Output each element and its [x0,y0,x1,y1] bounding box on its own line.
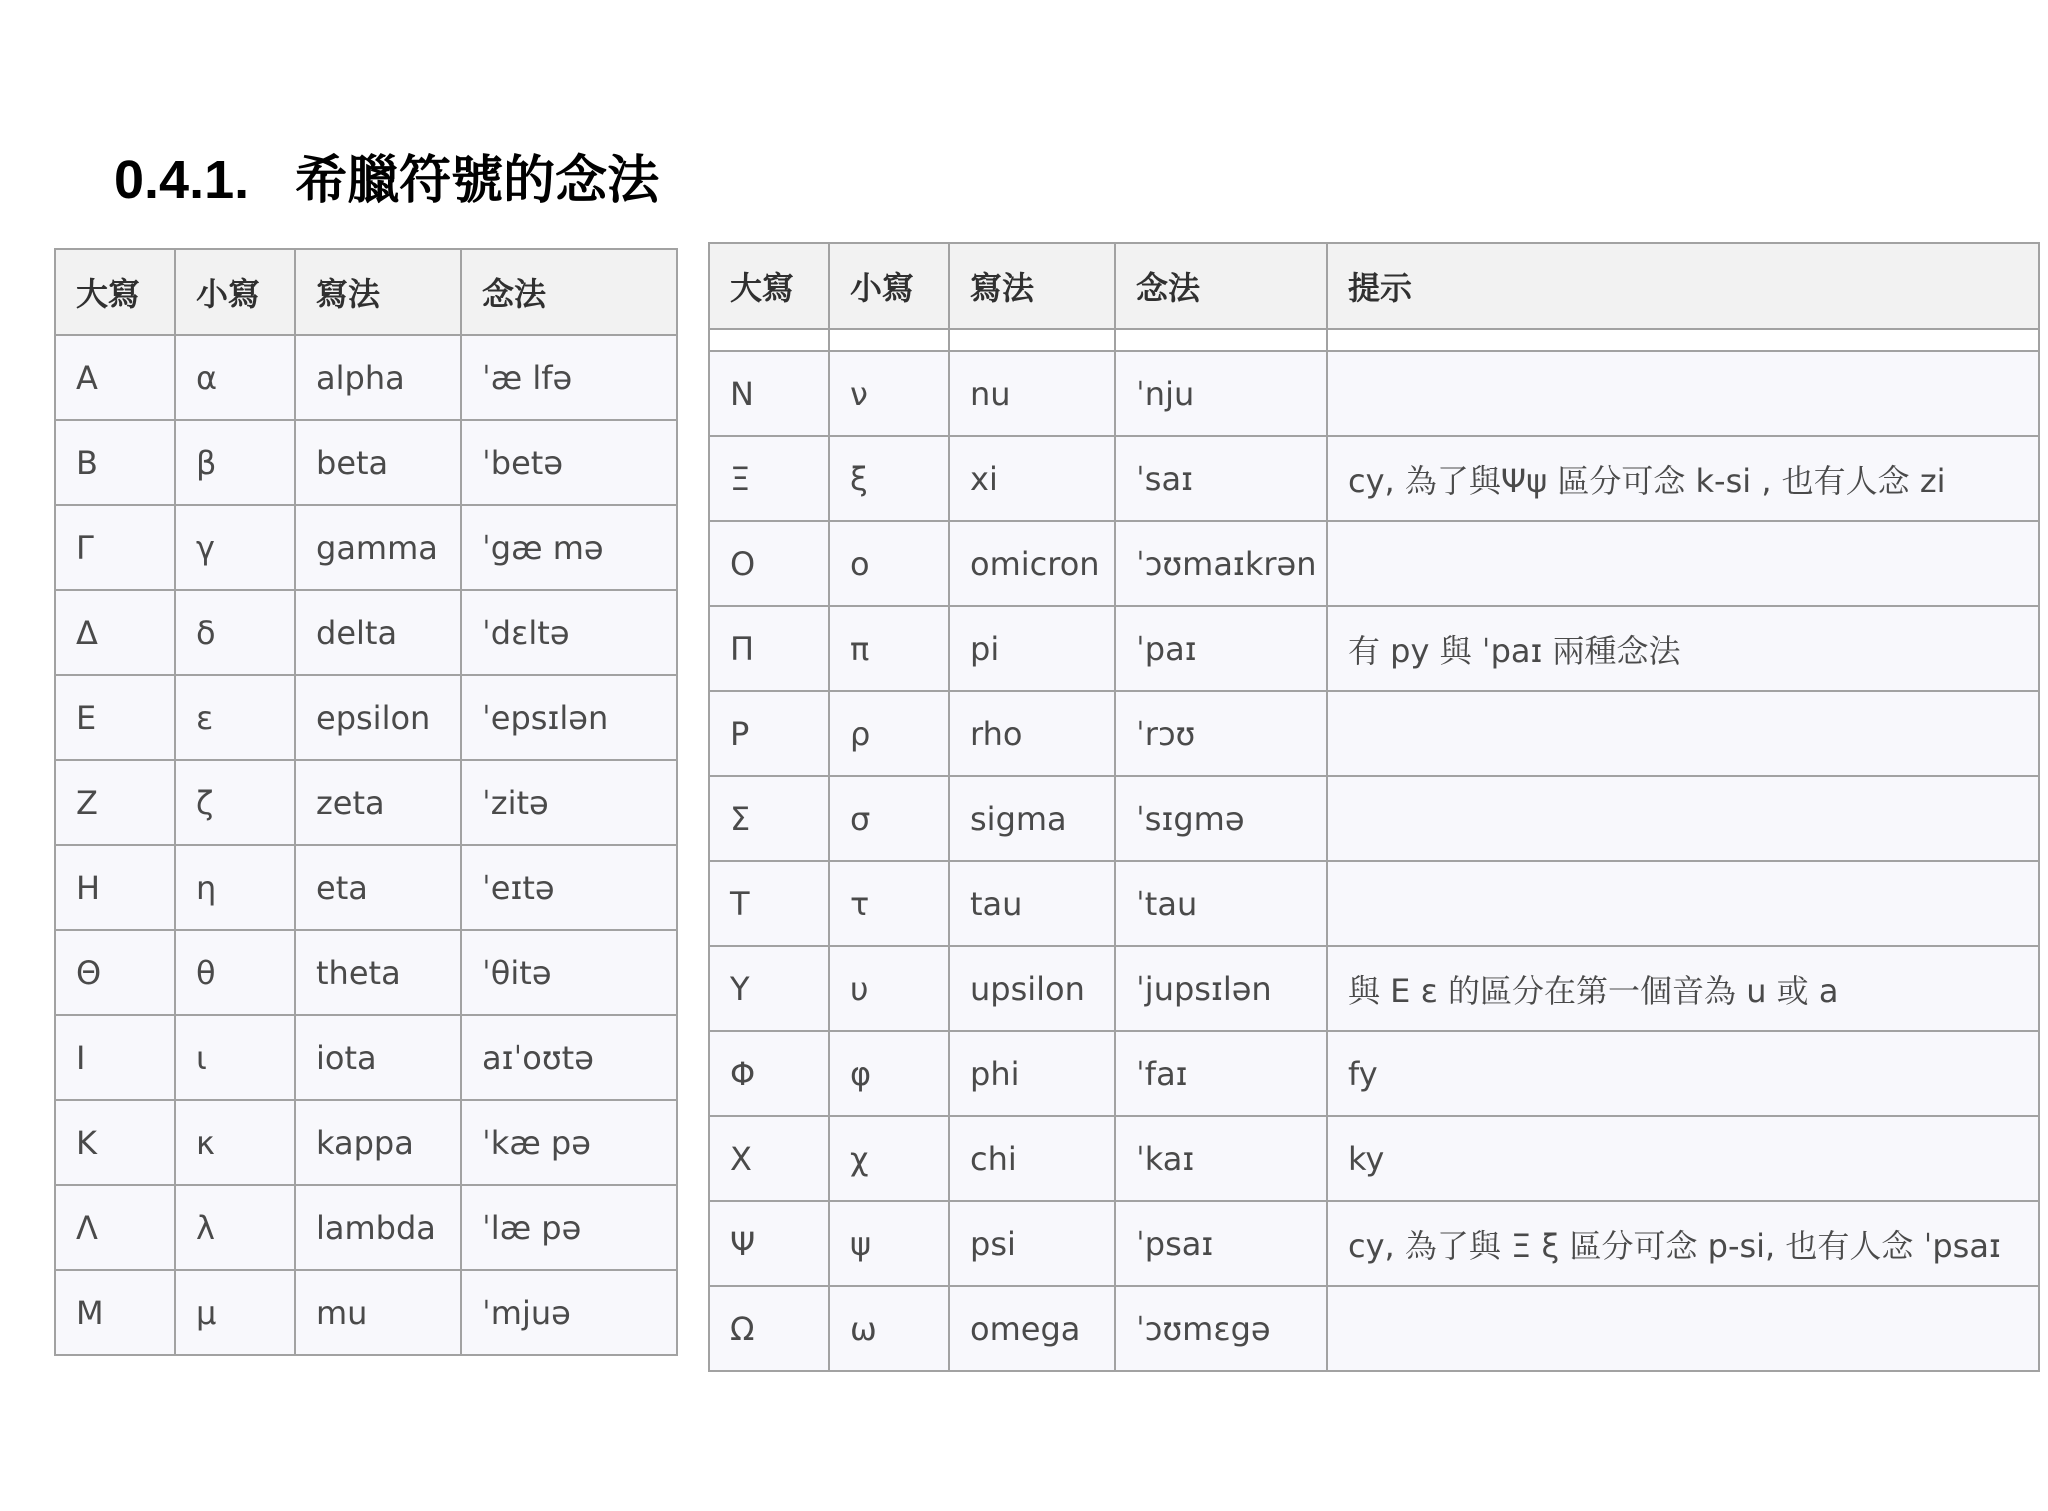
cell-uppercase: Ξ [709,436,829,521]
cell-pronunciation: ˈrɔʊ [1115,691,1327,776]
cell-lowercase: λ [175,1185,295,1270]
right-table-body [709,329,2039,1371]
table-row [709,521,2039,606]
table-row [709,691,2039,776]
cell-lowercase: μ [175,1270,295,1355]
cell-lowercase: υ [829,946,949,1031]
cell-uppercase: Π [709,606,829,691]
table-row [55,335,677,420]
cell-pronunciation: ˈjupsɪlən [1115,946,1327,1031]
cell-uppercase: Ν [709,351,829,436]
cell-uppercase: Ι [55,1015,175,1100]
cell-hint [1327,776,2039,861]
cell-pronunciation: aɪˈoʊtə [461,1015,677,1100]
cell-uppercase: Α [55,335,175,420]
cell-spelling: upsilon [949,946,1115,1031]
cell-uppercase: Β [55,420,175,505]
cell-spelling: nu [949,351,1115,436]
cell-lowercase: χ [829,1116,949,1201]
page-title [114,140,659,220]
cell-lowercase: σ [829,776,949,861]
cell-hint: fy [1327,1031,2039,1116]
cell-uppercase: Τ [709,861,829,946]
cell-lowercase: ξ [829,436,949,521]
greek-table-left [54,248,678,1356]
header-lowercase: 小寫 [175,249,295,335]
table-spacer-row [709,329,2039,351]
cell-pronunciation: ˈtau [1115,861,1327,946]
cell-hint [1327,1286,2039,1371]
cell-spelling: omega [949,1286,1115,1371]
table-header-row [55,249,677,335]
table-row [709,776,2039,861]
cell-uppercase: Φ [709,1031,829,1116]
cell-pronunciation: ˈzitə [461,760,677,845]
cell-hint [1327,691,2039,776]
cell-spelling: epsilon [295,675,461,760]
table-row [55,420,677,505]
cell-spelling: delta [295,590,461,675]
cell-lowercase: α [175,335,295,420]
cell-uppercase: Ψ [709,1201,829,1286]
cell-pronunciation: ˈɔʊmɛgə [1115,1286,1327,1371]
header-hint: 提示 [1327,243,2039,329]
cell-pronunciation: ˈθitə [461,930,677,1015]
cell-spelling: rho [949,691,1115,776]
cell-pronunciation: ˈɔʊmaɪkrən [1115,521,1327,606]
cell-uppercase: Ζ [55,760,175,845]
cell-lowercase: ρ [829,691,949,776]
table-row [709,351,2039,436]
cell-lowercase: φ [829,1031,949,1116]
cell-uppercase: Γ [55,505,175,590]
cell-uppercase: Μ [55,1270,175,1355]
cell-lowercase: ν [829,351,949,436]
cell-spelling: omicron [949,521,1115,606]
cell-spelling: theta [295,930,461,1015]
cell-lowercase: ε [175,675,295,760]
header-pronunciation: 念法 [461,249,677,335]
cell-spelling: gamma [295,505,461,590]
table-row [55,1185,677,1270]
table-row [709,946,2039,1031]
table-row [55,1270,677,1355]
cell-spelling: mu [295,1270,461,1355]
table-header-row [709,243,2039,329]
cell-pronunciation: ˈgæ mə [461,505,677,590]
cell-spelling: pi [949,606,1115,691]
cell-lowercase: γ [175,505,295,590]
cell-lowercase: κ [175,1100,295,1185]
cell-spelling: eta [295,845,461,930]
cell-hint: cy, 為了與 Ξ ξ 區分可念 p-si, 也有人念 ˈpsaɪ [1327,1201,2039,1286]
table-row [709,1201,2039,1286]
cell-spelling: beta [295,420,461,505]
cell-hint: 有 py 與 ˈpaɪ 兩種念法 [1327,606,2039,691]
cell-pronunciation: ˈpsaɪ [1115,1201,1327,1286]
table-row [55,1015,677,1100]
cell-spelling: psi [949,1201,1115,1286]
cell-uppercase: Δ [55,590,175,675]
header-uppercase: 大寫 [709,243,829,329]
cell-uppercase: Ο [709,521,829,606]
header-pronunciation: 念法 [1115,243,1327,329]
cell-lowercase: ψ [829,1201,949,1286]
header-lowercase: 小寫 [829,243,949,329]
section-number: 0.4.1. [114,150,250,210]
cell-lowercase: τ [829,861,949,946]
cell-hint: cy, 為了與Ψψ 區分可念 k-si , 也有人念 zi [1327,436,2039,521]
cell-lowercase: ζ [175,760,295,845]
cell-pronunciation: ˈeɪtə [461,845,677,930]
cell-uppercase: Υ [709,946,829,1031]
table-row [55,845,677,930]
cell-lowercase: η [175,845,295,930]
cell-pronunciation: ˈsaɪ [1115,436,1327,521]
header-spelling: 寫法 [949,243,1115,329]
cell-spelling: alpha [295,335,461,420]
cell-pronunciation: ˈpaɪ [1115,606,1327,691]
cell-spelling: lambda [295,1185,461,1270]
table-row [709,436,2039,521]
cell-uppercase: Η [55,845,175,930]
table-row [55,505,677,590]
cell-lowercase: β [175,420,295,505]
header-uppercase: 大寫 [55,249,175,335]
cell-lowercase: ο [829,521,949,606]
table-row [709,1031,2039,1116]
cell-spelling: xi [949,436,1115,521]
cell-lowercase: ω [829,1286,949,1371]
cell-uppercase: Ω [709,1286,829,1371]
cell-uppercase: Θ [55,930,175,1015]
cell-hint [1327,861,2039,946]
cell-uppercase: Κ [55,1100,175,1185]
left-table-body [55,335,677,1355]
section-title-text: 希臘符號的念法 [295,150,660,211]
header-spelling: 寫法 [295,249,461,335]
cell-spelling: phi [949,1031,1115,1116]
cell-pronunciation: ˈbetə [461,420,677,505]
cell-pronunciation: ˈlæ pə [461,1185,677,1270]
cell-uppercase: Χ [709,1116,829,1201]
cell-pronunciation: ˈkaɪ [1115,1116,1327,1201]
cell-lowercase: δ [175,590,295,675]
table-row [709,861,2039,946]
cell-hint [1327,351,2039,436]
cell-spelling: tau [949,861,1115,946]
cell-hint [1327,521,2039,606]
cell-spelling: sigma [949,776,1115,861]
cell-uppercase: Ρ [709,691,829,776]
cell-spelling: kappa [295,1100,461,1185]
table-row [55,675,677,760]
cell-uppercase: Σ [709,776,829,861]
cell-spelling: zeta [295,760,461,845]
cell-pronunciation: ˈkæ pə [461,1100,677,1185]
cell-pronunciation: ˈdɛltə [461,590,677,675]
table-row [55,930,677,1015]
greek-table-right [708,242,2040,1372]
cell-pronunciation: ˈfaɪ [1115,1031,1327,1116]
cell-pronunciation: ˈsɪgmə [1115,776,1327,861]
cell-pronunciation: ˈæ lfə [461,335,677,420]
cell-uppercase: Λ [55,1185,175,1270]
table-row [709,606,2039,691]
cell-hint: 與 Ε ε 的區分在第一個音為 u 或 a [1327,946,2039,1031]
table-row [709,1116,2039,1201]
cell-hint: ky [1327,1116,2039,1201]
cell-lowercase: ι [175,1015,295,1100]
table-row [55,760,677,845]
table-row [709,1286,2039,1371]
cell-lowercase: θ [175,930,295,1015]
cell-pronunciation: ˈnju [1115,351,1327,436]
table-row [55,1100,677,1185]
cell-lowercase: π [829,606,949,691]
cell-pronunciation: ˈepsɪlən [461,675,677,760]
cell-pronunciation: ˈmjuə [461,1270,677,1355]
cell-spelling: iota [295,1015,461,1100]
cell-spelling: chi [949,1116,1115,1201]
cell-uppercase: Ε [55,675,175,760]
table-row [55,590,677,675]
